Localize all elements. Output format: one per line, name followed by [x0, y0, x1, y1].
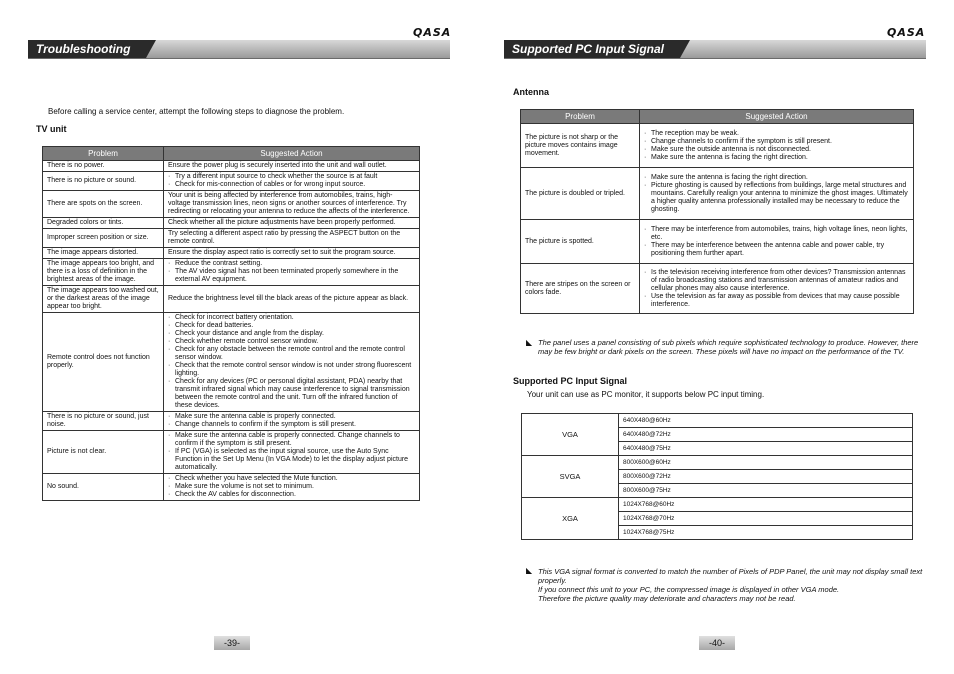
problem-cell: Remote control does not function properly. — [43, 313, 164, 412]
action-text: Ensure the power plug is securely inserted into the unit and wall outlet. — [168, 162, 387, 169]
problem-cell: The image appears too bright, and there is a loss of definition in the brightest areas of the image. — [43, 259, 164, 286]
action-item: · Make sure the antenna cable is properly connected. — [168, 413, 415, 421]
table-row — [43, 474, 420, 501]
note-line: Therefore the picture quality may deteriorate and characters may not be read. — [538, 594, 796, 603]
table-row — [43, 313, 420, 412]
table-row — [521, 220, 914, 264]
section-title: Troubleshooting — [28, 40, 146, 58]
timing-cell: 1024X768@60Hz — [619, 498, 913, 512]
timing-cell: 800X600@75Hz — [619, 484, 913, 498]
action-cell — [164, 259, 420, 286]
action-cell — [164, 248, 420, 259]
problem-cell: There are spots on the screen. — [43, 191, 164, 218]
action-text: Your unit is being affected by interference from automobiles, trains, high-voltage transmission lines, neon signs or another sources of interference. Try redirecting or relocating your antenna to reduce the affects of the interference. — [168, 192, 410, 215]
action-item: · Check whether remote control sensor window. — [168, 338, 415, 346]
action-item: · Try a different input source to check whether the source is at fault — [168, 173, 415, 181]
problem-cell: There is no power. — [43, 161, 164, 172]
action-item: · Check for dead batteries. — [168, 322, 415, 330]
problem-cell: The picture is spotted. — [521, 220, 640, 264]
note-line: This VGA signal format is converted to match the number of Pixels of PDP Panel, the unit may not display small text properly. — [538, 567, 923, 585]
intro-text: Before calling a service center, attempt the following steps to diagnose the problem. — [48, 107, 345, 116]
table-row — [43, 259, 420, 286]
mode-cell: XGA — [522, 498, 619, 540]
action-cell — [640, 264, 914, 314]
action-item: · Make sure the volume is not set to minimum. — [168, 483, 415, 491]
col-problem-header: Problem — [43, 147, 164, 161]
problem-cell: Improper screen position or size. — [43, 229, 164, 248]
problem-cell: The image appears distorted. — [43, 248, 164, 259]
brand-logo: QASA — [413, 26, 452, 39]
action-cell — [164, 313, 420, 412]
problem-cell: There is no picture or sound. — [43, 172, 164, 191]
action-item: · Reduce the contrast setting. — [168, 260, 415, 268]
action-item: · The AV video signal has not been terminated properly somewhere in the external AV equipment. — [168, 268, 415, 284]
problem-cell: The picture is not sharp or the picture moves contains image movement. — [521, 124, 640, 168]
action-cell — [640, 168, 914, 220]
table-row — [43, 412, 420, 431]
action-cell — [164, 172, 420, 191]
timing-cell: 640X480@75Hz — [619, 442, 913, 456]
antenna-table — [520, 109, 914, 314]
action-item: · Check for any obstacle between the remote control and the remote control sensor window. — [168, 346, 415, 362]
action-cell — [164, 191, 420, 218]
action-item: · There may be interference from automobiles, trains, high voltage lines, neon lights, etc. — [644, 226, 909, 242]
action-item: · Check for mis-connection of cables or for wrong input source. — [168, 181, 415, 189]
table-row — [43, 191, 420, 218]
col-action-header: Suggested Action — [640, 110, 914, 124]
timing-cell: 640X480@72Hz — [619, 428, 913, 442]
action-item: · Make sure the outside antenna is not disconnected. — [644, 146, 909, 154]
section-title: Supported PC Input Signal — [504, 40, 680, 58]
action-cell — [164, 161, 420, 172]
table-row — [522, 498, 913, 512]
action-item: · Change channels to confirm if the symptom is still present. — [168, 421, 415, 429]
action-cell — [164, 474, 420, 501]
pc-input-heading: Supported PC Input Signal — [513, 376, 627, 386]
action-cell — [640, 124, 914, 168]
action-cell — [164, 412, 420, 431]
action-text: Ensure the display aspect ratio is correctly set to suit the program source. — [168, 249, 396, 256]
note-arrow-icon: ◣ — [526, 566, 533, 575]
vga-note — [538, 567, 924, 603]
action-item: · Check the AV cables for disconnection. — [168, 491, 415, 499]
action-cell — [164, 431, 420, 474]
problem-cell: No sound. — [43, 474, 164, 501]
timing-cell: 640X480@60Hz — [619, 414, 913, 428]
action-item: · Use the television as far away as possible from devices that may cause possible interference. — [644, 293, 909, 309]
action-item: · Is the television receiving interference from other devices? Transmission antennas of radio broadcasting stations and transmission antennas of amateur radios and cellular phones may also cause interference. — [644, 269, 909, 293]
problem-cell: Picture is not clear. — [43, 431, 164, 474]
note-line: If you connect this unit to your PC, the compressed image is displayed in other VGA mode. — [538, 585, 840, 594]
section-header-bar — [504, 40, 926, 59]
timing-cell: 1024X768@75Hz — [619, 526, 913, 540]
table-row — [43, 172, 420, 191]
problem-cell: The image appears too washed out, or the darkest areas of the image appear too bright. — [43, 286, 164, 313]
col-action-header: Suggested Action — [164, 147, 420, 161]
table-row — [522, 414, 913, 428]
action-item: · Make sure the antenna is facing the right direction. — [644, 154, 909, 162]
problem-cell: Degraded colors or tints. — [43, 218, 164, 229]
table-row — [522, 456, 913, 470]
page-number: -39- — [214, 636, 250, 650]
problem-cell: There is no picture or sound, just noise. — [43, 412, 164, 431]
timing-cell: 1024X768@70Hz — [619, 512, 913, 526]
mode-cell: VGA — [522, 414, 619, 456]
timing-cell: 800X600@60Hz — [619, 456, 913, 470]
action-item: · Check for any devices (PC or personal digital assistant, PDA) nearby that transmit infrared signal which may cause interference to signal transmission between the remote control and the unit. Turn off the infrared function of these devices. — [168, 378, 415, 410]
action-cell — [640, 220, 914, 264]
mode-cell: SVGA — [522, 456, 619, 498]
action-text: Check whether all the picture adjustments have been properly performed. — [168, 219, 396, 226]
table-row — [43, 218, 420, 229]
problem-cell: There are stripes on the screen or colors fade. — [521, 264, 640, 314]
panel-note: The panel uses a panel consisting of sub pixels which require sophisticated technology to produce. However, there may be few bright or dark pixels on the screen. These pixels will have no impact on the performance of the TV. — [538, 338, 919, 356]
right-page — [477, 0, 954, 674]
pc-timing-table — [521, 413, 913, 540]
section-header-bar — [28, 40, 450, 59]
col-problem-header: Problem — [521, 110, 640, 124]
brand-logo: QASA — [887, 26, 926, 39]
problem-cell: The picture is doubled or tripled. — [521, 168, 640, 220]
table-row — [43, 248, 420, 259]
action-item: · Check that the remote control sensor window is not under strong fluorescent lighting. — [168, 362, 415, 378]
action-cell — [164, 218, 420, 229]
note-arrow-icon: ◣ — [526, 338, 533, 347]
timing-cell: 800X600@72Hz — [619, 470, 913, 484]
action-item: · There may be interference between the antenna cable and power cable, try positioning them further apart. — [644, 242, 909, 258]
action-item: · Make sure the antenna cable is properly connected. Change channels to confirm if the symptom is still present. — [168, 432, 415, 448]
action-item: · Make sure the antenna is facing the right direction. — [644, 174, 909, 182]
table-row — [521, 124, 914, 168]
action-cell — [164, 286, 420, 313]
table-row — [43, 229, 420, 248]
page-number: -40- — [699, 636, 735, 650]
action-item: · Check for incorrect battery orientation. — [168, 314, 415, 322]
action-item: · If PC (VGA) is selected as the input signal source, use the Auto Sync Function in the Set Up Menu (In VGA Mode) to let the display adjust picture automatically. — [168, 448, 415, 472]
action-item: · Check your distance and angle from the display. — [168, 330, 415, 338]
pc-input-intro: Your unit can use as PC monitor, it supports below PC input timing. — [527, 390, 765, 399]
table-row — [43, 161, 420, 172]
action-text: Try selecting a different aspect ratio by pressing the ASPECT button on the remote control. — [168, 230, 401, 245]
action-item: · Picture ghosting is caused by reflections from buildings, large metal structures and mountains. Carefully realign your antenna to minimize the ghost images. Ultimately a higher quality antenna professionally installed may be necessary to reduce the ghosting. — [644, 182, 909, 214]
table-row — [43, 431, 420, 474]
subheading-tv-unit: TV unit — [36, 124, 67, 134]
table-row — [43, 286, 420, 313]
table-row — [521, 264, 914, 314]
action-item: · Check whether you have selected the Mute function. — [168, 475, 415, 483]
action-item: · Change channels to confirm if the symptom is still present. — [644, 138, 909, 146]
troubleshooting-table — [42, 146, 420, 501]
action-item: · The reception may be weak. — [644, 130, 909, 138]
table-row — [521, 168, 914, 220]
action-text: Reduce the brightness level till the black areas of the picture appear as black. — [168, 295, 409, 302]
antenna-heading: Antenna — [513, 87, 549, 97]
action-cell — [164, 229, 420, 248]
